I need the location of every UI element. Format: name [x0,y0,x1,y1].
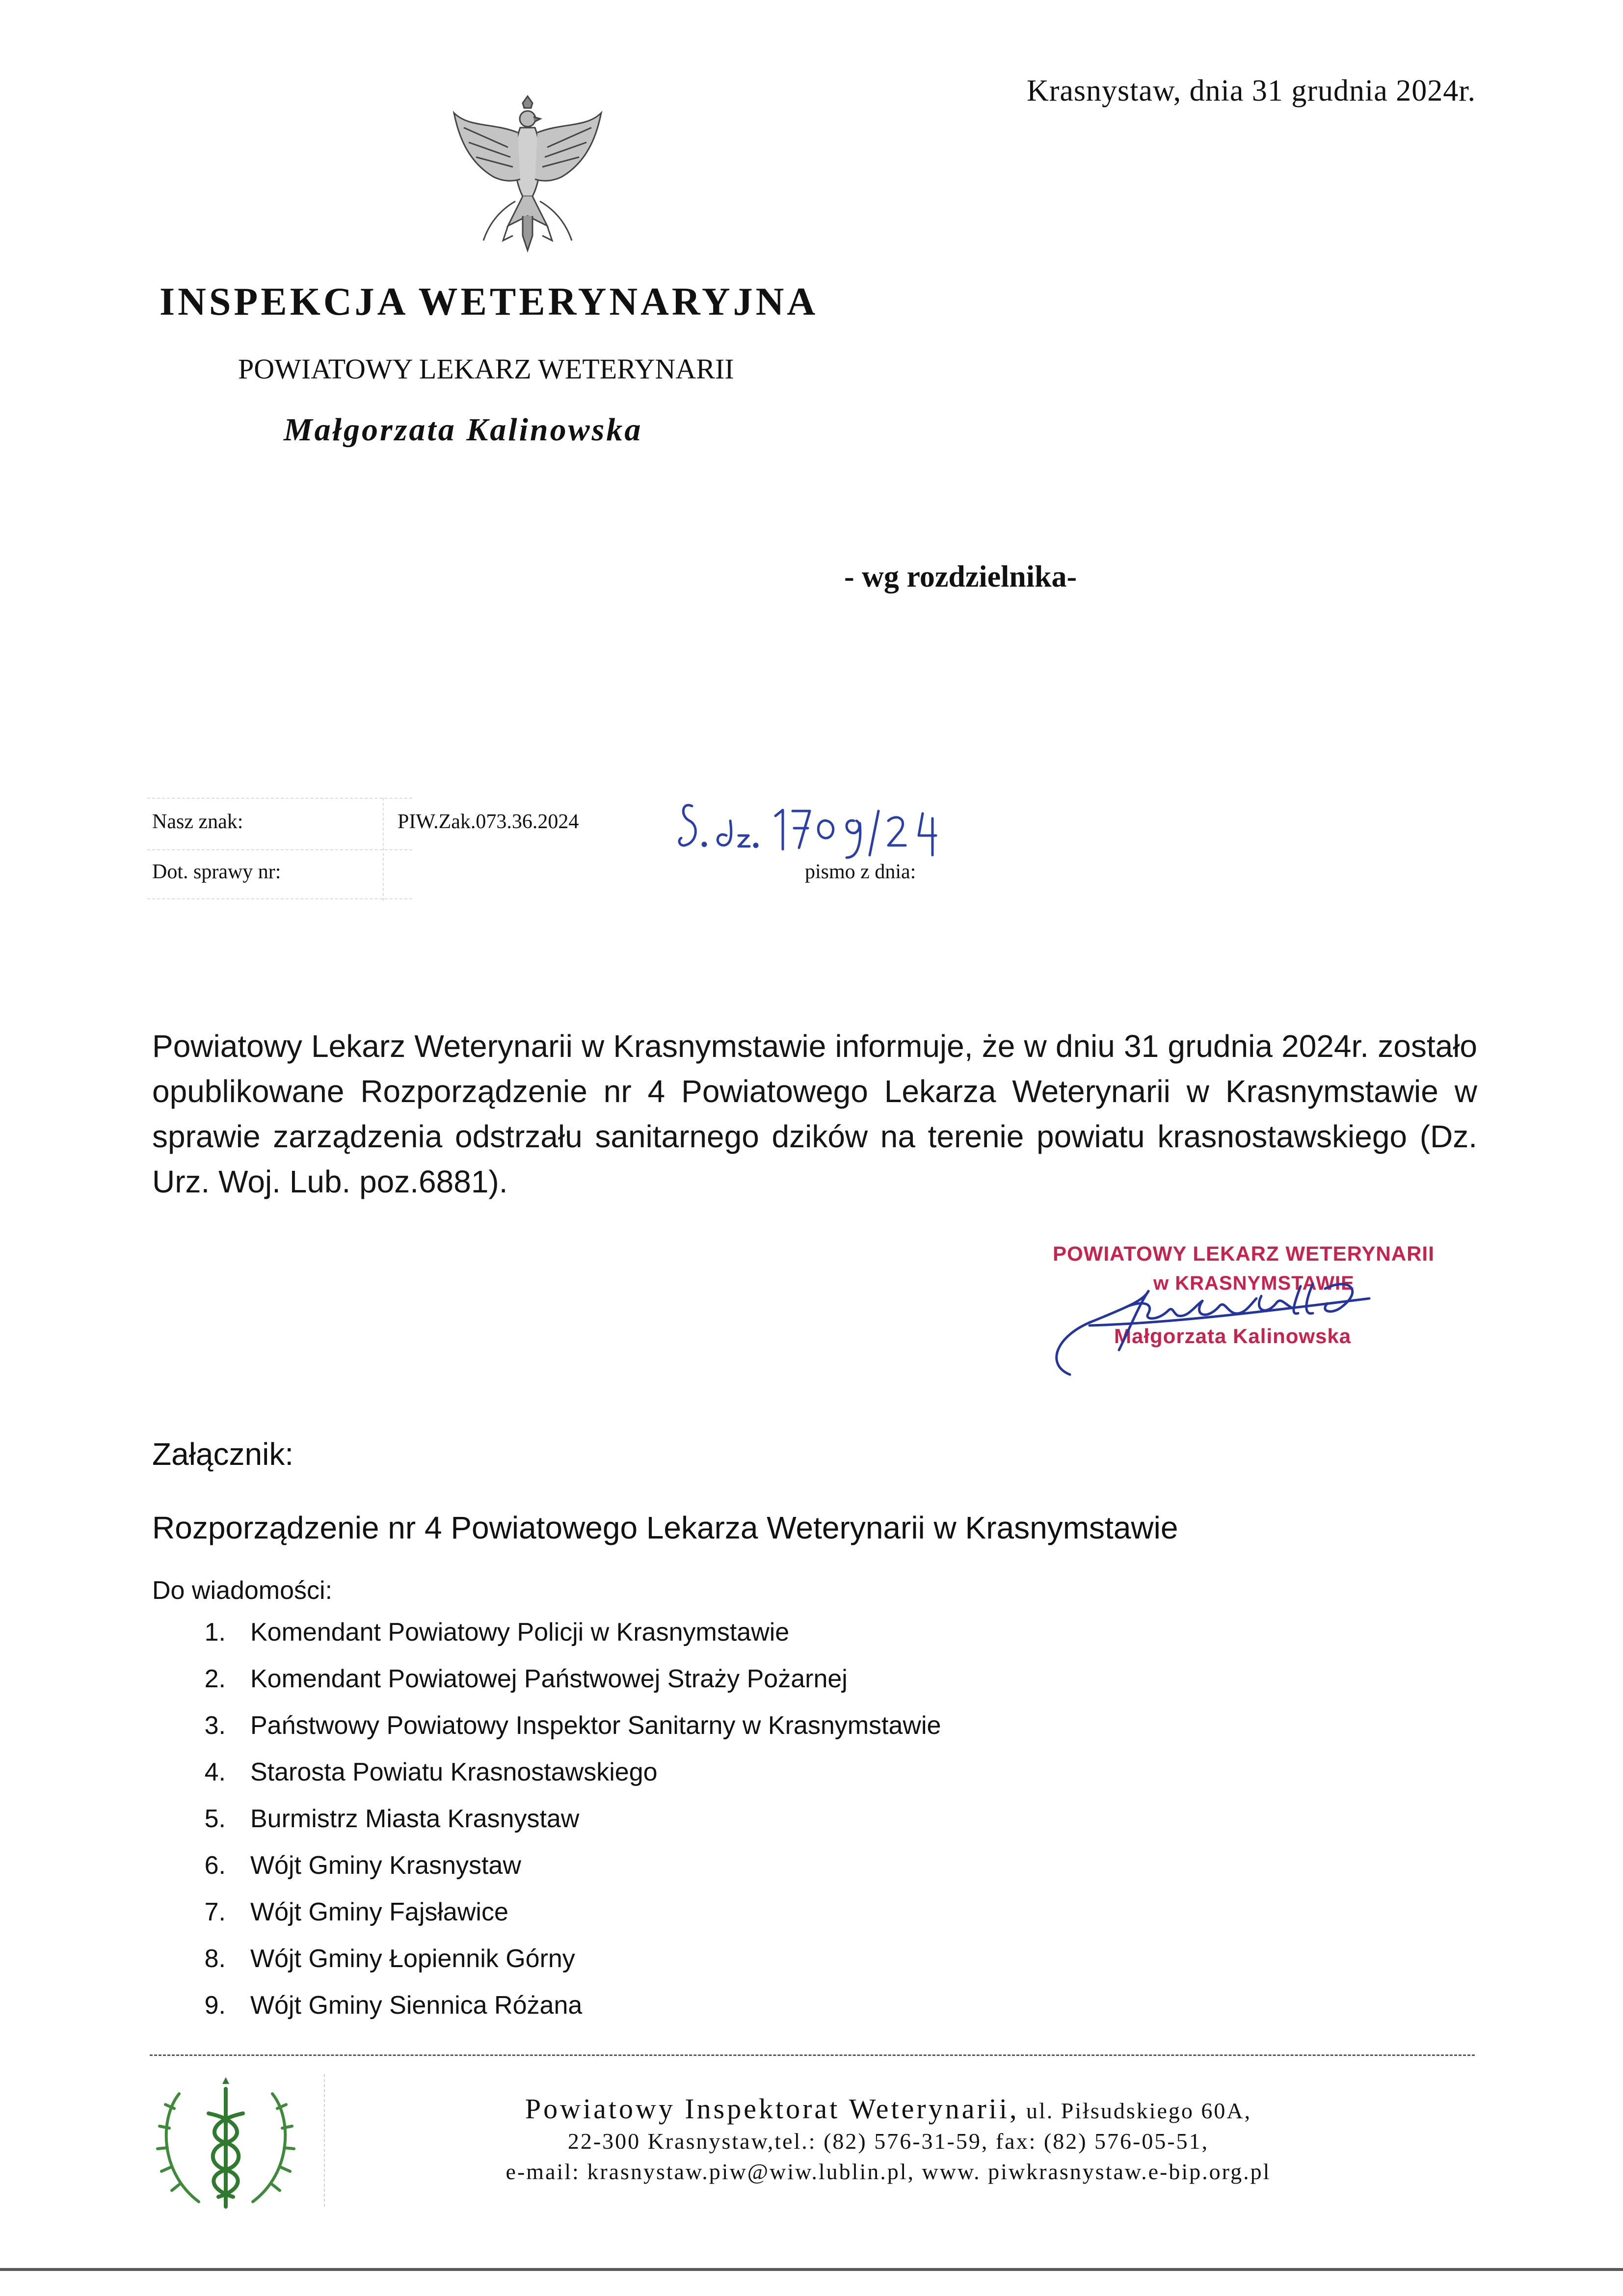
reference-divider [147,798,412,799]
reference-divider [147,849,412,850]
footer-vertical-divider [324,2074,325,2207]
official-name: Małgorzata Kalinowska [284,412,643,448]
recipient-line: - wg rozdzielnika- [844,560,1077,594]
list-item-text: Wójt Gminy Fajsławice [250,1898,508,1926]
place-date: Krasnystaw, dnia 31 grudnia 2024r. [1026,74,1476,108]
attachment-heading: Załącznik: [152,1436,294,1472]
handwritten-signature [1026,1252,1428,1394]
list-item-text: Komendant Powiatowej Państwowej Straży Pożarnej [250,1665,848,1693]
footer-line-city-phone: 22-300 Krasnystaw,tel.: (82) 576-31-59, fax: (82) 576-05-51, [567,2129,1209,2154]
page-bottom-edge [0,2268,1623,2271]
footer-line-institution [373,2094,1404,2126]
list-item-text: Wójt Gminy Łopiennik Górny [250,1945,575,1973]
list-item-number: 2. [204,1665,226,1693]
official-stamp [1026,1232,1435,1394]
stamp-line-name: Małgorzata Kalinowska [1114,1324,1352,1348]
list-item-number: 7. [204,1898,226,1926]
body-paragraph: Powiatowy Lekarz Weterynarii w Krasnymstawie informuje, że w dniu 31 grudnia 2024r. zostało opublikowane Rozporządzenie nr 4 Powiatowego Lekarza Weterynarii w Krasnymstawie w sprawie zarządzenia odstrzału sanitarnego dzików na terenie powiatu krasnostawskiego (Dz. Urz. Woj. Lub. poz.6881). [152,1028,1477,1199]
list-item-number: 5. [204,1805,226,1833]
veterinary-caduceus-logo-icon [145,2074,307,2221]
list-item-number: 6. [204,1851,226,1880]
our-sign-label: Nasz znak: [152,810,243,833]
attachment-item: Rozporządzenie nr 4 Powiatowego Lekarza Weterynarii w Krasnymstawie [152,1510,1178,1545]
list-item-number: 8. [204,1945,226,1973]
distribution-heading: Do wiadomości: [152,1576,333,1605]
case-number-label: Dot. sprawy nr: [152,861,281,883]
reference-divider [147,898,412,899]
list-item-number: 4. [204,1758,226,1786]
list-item-text: Starosta Powiatu Krasnostawskiego [250,1758,658,1786]
handwritten-case-note [677,791,952,865]
list-item-text: Państwowy Powiatowy Inspektor Sanitarny w Krasnymstawie [250,1711,941,1740]
footer-street: ul. Piłsudskiego 60A, [1026,2098,1252,2123]
list-item-text: Komendant Powiatowy Policji w Krasnymstawie [250,1618,790,1647]
footer-line-contact: e-mail: krasnystaw.piw@wiw.lublin.pl, www. piwkrasnystaw.e-bip.org.pl [506,2159,1271,2184]
letter-date-label: pismo z dnia: [805,861,916,883]
stamp-line-location: w KRASNYMSTAWIE [1153,1272,1355,1294]
list-item-number: 1. [204,1618,226,1647]
polish-eagle-emblem-icon [449,93,606,260]
list-item-number: 3. [204,1711,226,1740]
our-sign-value: PIW.Zak.073.36.2024 [398,810,579,833]
list-item-text: Wójt Gminy Siennica Różana [250,1991,583,2020]
position-title: POWIATOWY LEKARZ WETERYNARII [238,353,734,385]
footer-divider [150,2054,1475,2056]
list-item-text: Wójt Gminy Krasnystaw [250,1851,521,1880]
reference-divider [383,798,384,901]
stamp-line-title: POWIATOWY LEKARZ WETERYNARII [1053,1242,1435,1265]
organization-name: INSPEKCJA WETERYNARYJNA [160,280,819,324]
footer-address [373,2094,1404,2187]
list-item-number: 9. [204,1991,226,2020]
list-item-text: Burmistrz Miasta Krasnystaw [250,1805,580,1833]
footer-institution: Powiatowy Inspektorat Weterynarii, [525,2093,1019,2125]
